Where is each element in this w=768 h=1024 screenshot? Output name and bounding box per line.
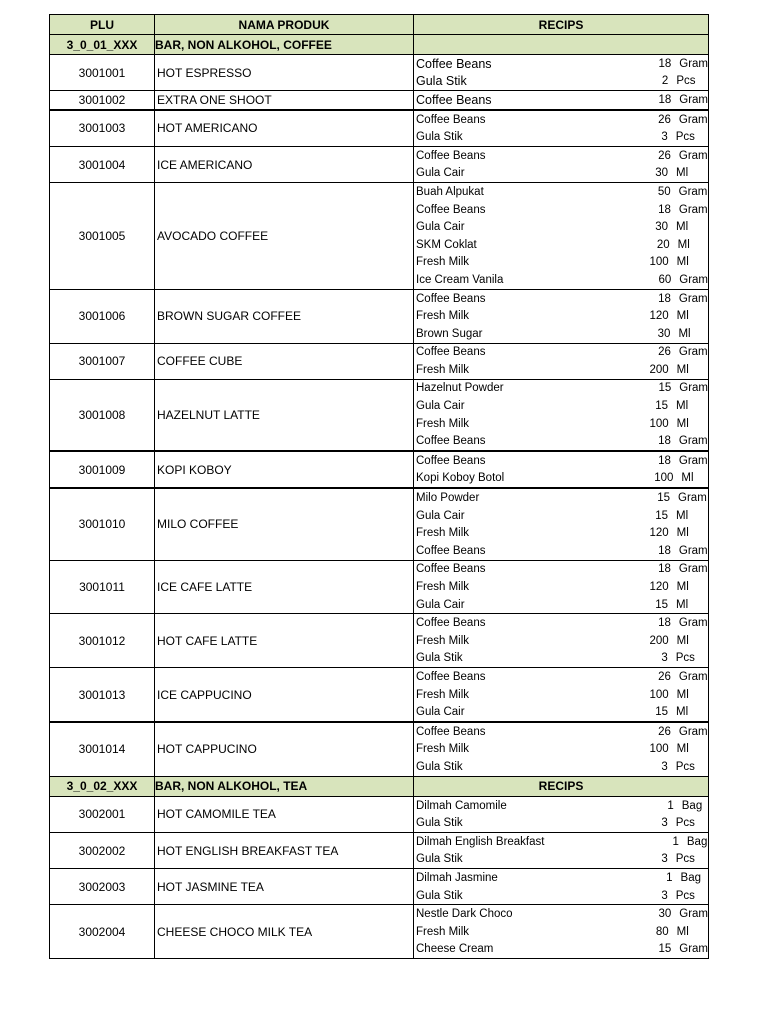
product-name: KOPI KOBOY: [155, 451, 414, 488]
ingredient-name: Brown Sugar: [416, 327, 483, 340]
product-name: AVOCADO COFFEE: [155, 183, 414, 290]
ingredient-unit: Gram: [678, 292, 708, 305]
product-name: COFFEE CUBE: [155, 343, 414, 379]
ingredient-unit: Ml: [676, 634, 689, 647]
ingredient-unit: Ml: [676, 400, 689, 413]
section-recips-label: [414, 35, 709, 55]
ingredient-qty: 30: [657, 327, 671, 340]
ingredient-unit: Bag: [680, 871, 702, 884]
product-name: ICE AMERICANO: [155, 146, 414, 182]
ingredient-unit: Gram: [679, 908, 708, 921]
header-row: [50, 15, 709, 35]
ingredient-line: [414, 218, 708, 236]
product-row: [50, 668, 709, 722]
ingredient-name: Gula Stik: [416, 853, 463, 866]
product-plu: 3001009: [50, 451, 155, 488]
section-code: 3_0_01_XXX: [50, 35, 155, 55]
ingredient-unit: Ml: [676, 925, 689, 938]
ingredient-unit: Ml: [676, 363, 689, 376]
ingredient-qty: 30: [655, 167, 669, 180]
ingredient-qty: 120: [649, 310, 669, 323]
ingredient-line: [414, 941, 708, 959]
product-row: [50, 832, 709, 868]
ingredient-line: [414, 797, 708, 815]
product-name: EXTRA ONE SHOOT: [155, 91, 414, 110]
product-recipe: [414, 614, 709, 668]
ingredient-line: [414, 650, 708, 668]
product-name: ICE CAFE LATTE: [155, 560, 414, 614]
ingredient-name: Gula Stik: [416, 760, 463, 773]
product-plu: 3002003: [50, 869, 155, 905]
product-name: HOT CAPPUCINO: [155, 722, 414, 776]
ingredient-qty: 26: [658, 149, 671, 162]
ingredient-qty: 26: [658, 670, 671, 683]
product-plu: 3001001: [50, 55, 155, 91]
ingredient-qty: 15: [658, 382, 672, 395]
ingredient-name: Coffee Beans: [416, 346, 486, 359]
ingredient-unit: Gram: [678, 435, 708, 448]
ingredient-unit: Pcs: [675, 889, 695, 902]
ingredient-unit: Ml: [678, 327, 691, 340]
product-row: [50, 110, 709, 147]
ingredient-qty: 15: [655, 598, 669, 611]
ingredient-line: [414, 344, 708, 362]
product-recipe: [414, 55, 709, 91]
ingredient-line: [414, 397, 708, 415]
product-recipe: [414, 832, 709, 868]
ingredient-line: [414, 632, 708, 650]
ingredient-name: Gula Cair: [416, 221, 465, 234]
product-plu: 3001003: [50, 110, 155, 147]
product-recipe: [414, 379, 709, 451]
product-name: BROWN SUGAR COFFEE: [155, 289, 414, 343]
ingredient-qty: 15: [658, 943, 672, 956]
product-name: HOT ESPRESSO: [155, 55, 414, 91]
product-row: [50, 796, 709, 832]
ingredient-line: [414, 833, 708, 851]
product-row: [50, 451, 709, 488]
ingredient-qty: 200: [649, 363, 669, 376]
ingredient-line: [414, 415, 708, 433]
ingredient-unit: Gram: [678, 563, 708, 576]
product-plu: 3001014: [50, 722, 155, 776]
ingredient-line: [414, 561, 708, 579]
ingredient-name: Coffee Beans: [416, 563, 486, 576]
ingredient-name: Fresh Milk: [416, 417, 470, 430]
ingredient-line: [414, 128, 708, 146]
ingredient-line: [414, 869, 708, 887]
ingredient-name: Fresh Milk: [416, 743, 470, 756]
product-recipe: [414, 110, 709, 147]
product-recipe: [414, 722, 709, 776]
ingredient-qty: 60: [658, 273, 672, 286]
ingredient-unit: Gram: [679, 273, 708, 286]
product-recipe: [414, 289, 709, 343]
ingredient-qty: 26: [658, 725, 671, 738]
ingredient-qty: 80: [655, 925, 669, 938]
ingredient-unit: Gram: [678, 185, 708, 198]
product-recipe: [414, 451, 709, 488]
ingredient-name: Gula Cair: [416, 706, 465, 719]
ingredient-name: Coffee Beans: [416, 617, 486, 630]
ingredient-name: Fresh Milk: [416, 527, 470, 540]
ingredient-unit: Gram: [678, 149, 708, 162]
section-title: BAR, NON ALKOHOL, COFFEE: [155, 35, 414, 55]
product-row: [50, 905, 709, 959]
ingredient-qty: 100: [649, 256, 669, 269]
ingredient-unit: Ml: [676, 256, 689, 269]
ingredient-name: Gula Stik: [416, 817, 463, 830]
product-recipe: [414, 183, 709, 290]
ingredient-line: [414, 723, 708, 741]
ingredient-qty: 18: [658, 292, 671, 305]
product-recipe: [414, 869, 709, 905]
ingredient-name: Gula Cair: [416, 598, 465, 611]
ingredient-unit: Gram: [679, 93, 708, 106]
ingredient-line: [414, 290, 708, 308]
section-title: BAR, NON ALKOHOL, TEA: [155, 776, 414, 796]
ingredient-line: [414, 741, 708, 759]
ingredient-unit: Ml: [676, 310, 689, 323]
ingredient-unit: Pcs: [675, 131, 695, 144]
ingredient-name: Coffee Beans: [416, 454, 486, 467]
ingredient-name: Hazelnut Powder: [416, 382, 504, 395]
ingredient-line: [414, 91, 708, 109]
ingredient-qty: 18: [658, 435, 671, 448]
product-name: HOT ENGLISH BREAKFAST TEA: [155, 832, 414, 868]
ingredient-line: [414, 703, 708, 721]
ingredient-qty: 30: [658, 908, 672, 921]
product-recipe: [414, 146, 709, 182]
product-name: HOT JASMINE TEA: [155, 869, 414, 905]
section-recips-label: RECIPS: [414, 776, 709, 796]
ingredient-line: [414, 361, 708, 379]
ingredient-qty: 30: [655, 221, 669, 234]
ingredient-name: Coffee Beans: [416, 725, 486, 738]
ingredient-line: [414, 614, 708, 632]
ingredient-line: [414, 578, 708, 596]
ingredient-name: Coffee Beans: [416, 113, 486, 126]
product-row: [50, 560, 709, 614]
ingredient-line: [414, 271, 708, 289]
ingredient-qty: 18: [658, 203, 671, 216]
ingredient-unit: Gram: [678, 725, 708, 738]
product-plu: 3001011: [50, 560, 155, 614]
ingredient-line: [414, 686, 708, 704]
header-product-name: NAMA PRODUK: [155, 15, 414, 35]
product-plu: 3002001: [50, 796, 155, 832]
product-row: [50, 183, 709, 290]
product-name: MILO COFFEE: [155, 488, 414, 560]
ingredient-line: [414, 55, 708, 73]
ingredient-name: Coffee Beans: [416, 435, 486, 448]
recipe-table-body: [50, 15, 709, 959]
ingredient-line: [414, 542, 708, 560]
ingredient-qty: 15: [655, 509, 669, 522]
ingredient-qty: 18: [658, 563, 671, 576]
product-recipe: [414, 905, 709, 959]
ingredient-qty: 100: [649, 743, 669, 756]
ingredient-name: Fresh Milk: [416, 581, 470, 594]
ingredient-qty: 18: [658, 57, 672, 70]
ingredient-unit: Gram: [678, 617, 708, 630]
ingredient-name: Gula Cair: [416, 400, 465, 413]
ingredient-line: [414, 111, 708, 129]
product-row: [50, 55, 709, 91]
ingredient-unit: Gram: [678, 113, 708, 126]
product-name: HOT CAFE LATTE: [155, 614, 414, 668]
ingredient-unit: Ml: [676, 167, 689, 180]
product-row: [50, 722, 709, 776]
ingredient-line: [414, 489, 708, 507]
product-name: HOT AMERICANO: [155, 110, 414, 147]
ingredient-qty: 120: [649, 527, 669, 540]
ingredient-unit: Pcs: [675, 853, 695, 866]
product-name: HAZELNUT LATTE: [155, 379, 414, 451]
product-plu: 3001006: [50, 289, 155, 343]
ingredient-unit: Ml: [676, 221, 689, 234]
ingredient-unit: Gram: [678, 492, 707, 505]
product-row: [50, 869, 709, 905]
product-row: [50, 91, 709, 110]
product-name: ICE CAPPUCINO: [155, 668, 414, 722]
ingredient-qty: 15: [655, 706, 669, 719]
product-recipe: [414, 796, 709, 832]
ingredient-line: [414, 147, 708, 165]
ingredient-qty: 18: [658, 454, 671, 467]
ingredient-unit: Ml: [676, 527, 689, 540]
ingredient-line: [414, 201, 708, 219]
ingredient-unit: Ml: [676, 688, 689, 701]
ingredient-qty: 100: [649, 688, 669, 701]
header-plu: PLU: [50, 15, 155, 35]
ingredient-name: Gula Stik: [416, 889, 463, 902]
section-row: [50, 776, 709, 796]
header-recips: RECIPS: [414, 15, 709, 35]
ingredient-line: [414, 432, 708, 450]
ingredient-name: Buah Alpukat: [416, 185, 484, 198]
ingredient-unit: Pcs: [675, 652, 695, 665]
ingredient-unit: Ml: [677, 238, 690, 251]
ingredient-qty: 3: [661, 817, 668, 830]
ingredient-line: [414, 236, 708, 254]
ingredient-qty: 15: [657, 492, 671, 505]
ingredient-qty: 2: [661, 75, 669, 88]
ingredient-qty: 100: [654, 472, 674, 485]
ingredient-unit: Gram: [679, 943, 708, 956]
ingredient-line: [414, 524, 708, 542]
ingredient-name: Gula Cair: [416, 167, 465, 180]
ingredient-unit: Gram: [678, 346, 708, 359]
ingredient-qty: 50: [657, 185, 671, 198]
product-plu: 3001002: [50, 91, 155, 110]
ingredient-name: Dilmah Jasmine: [416, 871, 498, 884]
ingredient-line: [414, 887, 708, 905]
ingredient-unit: Gram: [678, 454, 708, 467]
ingredient-name: Kopi Koboy Botol: [416, 472, 505, 485]
ingredient-qty: 3: [661, 760, 668, 773]
ingredient-name: Fresh Milk: [416, 256, 470, 269]
ingredient-unit: Ml: [676, 417, 689, 430]
ingredient-qty: 3: [661, 131, 668, 144]
ingredient-line: [414, 814, 708, 832]
ingredient-line: [414, 380, 708, 398]
section-row: [50, 35, 709, 55]
ingredient-name: Coffee Beans: [416, 56, 492, 71]
product-recipe: [414, 343, 709, 379]
ingredient-unit: Ml: [676, 706, 689, 719]
sheet-viewport: [49, 14, 710, 958]
ingredient-line: [414, 452, 708, 470]
ingredient-qty: 15: [655, 400, 669, 413]
ingredient-name: Coffee Beans: [416, 670, 486, 683]
ingredient-qty: 18: [658, 544, 671, 557]
ingredient-line: [414, 851, 708, 869]
ingredient-unit: Pcs: [675, 817, 695, 830]
product-plu: 3001005: [50, 183, 155, 290]
ingredient-name: Coffee Beans: [416, 149, 486, 162]
ingredient-qty: 1: [672, 835, 679, 848]
recipe-table: [49, 14, 709, 959]
product-row: [50, 146, 709, 182]
ingredient-qty: 3: [661, 853, 668, 866]
product-row: [50, 289, 709, 343]
product-recipe: [414, 488, 709, 560]
ingredient-name: Coffee Beans: [416, 292, 486, 305]
ingredient-qty: 100: [649, 417, 669, 430]
ingredient-line: [414, 923, 708, 941]
ingredient-name: Fresh Milk: [416, 688, 470, 701]
ingredient-unit: Gram: [678, 544, 708, 557]
product-plu: 3002004: [50, 905, 155, 959]
product-plu: 3001010: [50, 488, 155, 560]
ingredient-qty: 200: [649, 634, 669, 647]
ingredient-name: SKM Coklat: [416, 238, 477, 251]
product-row: [50, 614, 709, 668]
ingredient-unit: Gram: [679, 382, 708, 395]
ingredient-qty: 120: [649, 581, 669, 594]
ingredient-unit: Gram: [678, 203, 708, 216]
product-plu: 3001007: [50, 343, 155, 379]
ingredient-unit: Ml: [681, 472, 694, 485]
ingredient-qty: 3: [661, 652, 668, 665]
product-name: HOT CAMOMILE TEA: [155, 796, 414, 832]
ingredient-qty: 26: [658, 113, 671, 126]
ingredient-line: [414, 165, 708, 183]
ingredient-unit: Ml: [676, 743, 689, 756]
ingredient-line: [414, 758, 708, 776]
product-name: CHEESE CHOCO MILK TEA: [155, 905, 414, 959]
ingredient-name: Cheese Cream: [416, 943, 494, 956]
product-row: [50, 343, 709, 379]
product-row: [50, 379, 709, 451]
ingredient-unit: Pcs: [676, 75, 696, 88]
ingredient-line: [414, 254, 708, 272]
ingredient-qty: 3: [661, 889, 668, 902]
product-plu: 3001008: [50, 379, 155, 451]
product-recipe: [414, 91, 709, 110]
ingredient-line: [414, 596, 708, 614]
ingredient-line: [414, 905, 708, 923]
ingredient-qty: 18: [658, 617, 671, 630]
ingredient-qty: 26: [658, 346, 671, 359]
product-plu: 3001004: [50, 146, 155, 182]
ingredient-name: Ice Cream Vanila: [416, 273, 504, 286]
ingredient-name: Coffee Beans: [416, 544, 486, 557]
ingredient-line: [414, 307, 708, 325]
ingredient-name: Gula Cair: [416, 509, 465, 522]
ingredient-name: Coffee Beans: [416, 92, 492, 107]
ingredient-line: [414, 507, 708, 525]
ingredient-name: Dilmah Camomile: [416, 799, 507, 812]
ingredient-name: Fresh Milk: [416, 310, 470, 323]
ingredient-unit: Bag: [681, 799, 703, 812]
ingredient-qty: 18: [658, 93, 672, 106]
product-row: [50, 488, 709, 560]
ingredient-name: Fresh Milk: [416, 925, 470, 938]
ingredient-line: [414, 183, 708, 201]
ingredient-name: Fresh Milk: [416, 634, 470, 647]
ingredient-line: [414, 73, 708, 91]
ingredient-qty: 20: [656, 238, 670, 251]
ingredient-name: Gula Stik: [416, 131, 463, 144]
product-recipe: [414, 560, 709, 614]
ingredient-unit: Ml: [676, 598, 689, 611]
ingredient-line: [414, 470, 708, 488]
ingredient-unit: Bag: [686, 835, 708, 848]
ingredient-line: [414, 668, 708, 686]
ingredient-name: Gula Stik: [416, 74, 467, 89]
ingredient-unit: Gram: [679, 57, 708, 70]
ingredient-unit: Ml: [676, 509, 689, 522]
ingredient-name: Coffee Beans: [416, 203, 486, 216]
product-recipe: [414, 668, 709, 722]
product-plu: 3002002: [50, 832, 155, 868]
ingredient-name: Fresh Milk: [416, 363, 470, 376]
ingredient-name: Gula Stik: [416, 652, 463, 665]
ingredient-unit: Gram: [678, 670, 708, 683]
product-plu: 3001013: [50, 668, 155, 722]
ingredient-name: Milo Powder: [416, 492, 480, 505]
section-code: 3_0_02_XXX: [50, 776, 155, 796]
ingredient-unit: Ml: [676, 581, 689, 594]
ingredient-name: Nestle Dark Choco: [416, 908, 513, 921]
ingredient-qty: 1: [667, 799, 674, 812]
product-plu: 3001012: [50, 614, 155, 668]
ingredient-name: Dilmah English Breakfast: [416, 835, 545, 848]
ingredient-line: [414, 325, 708, 343]
ingredient-qty: 1: [666, 871, 673, 884]
ingredient-unit: Pcs: [675, 760, 695, 773]
